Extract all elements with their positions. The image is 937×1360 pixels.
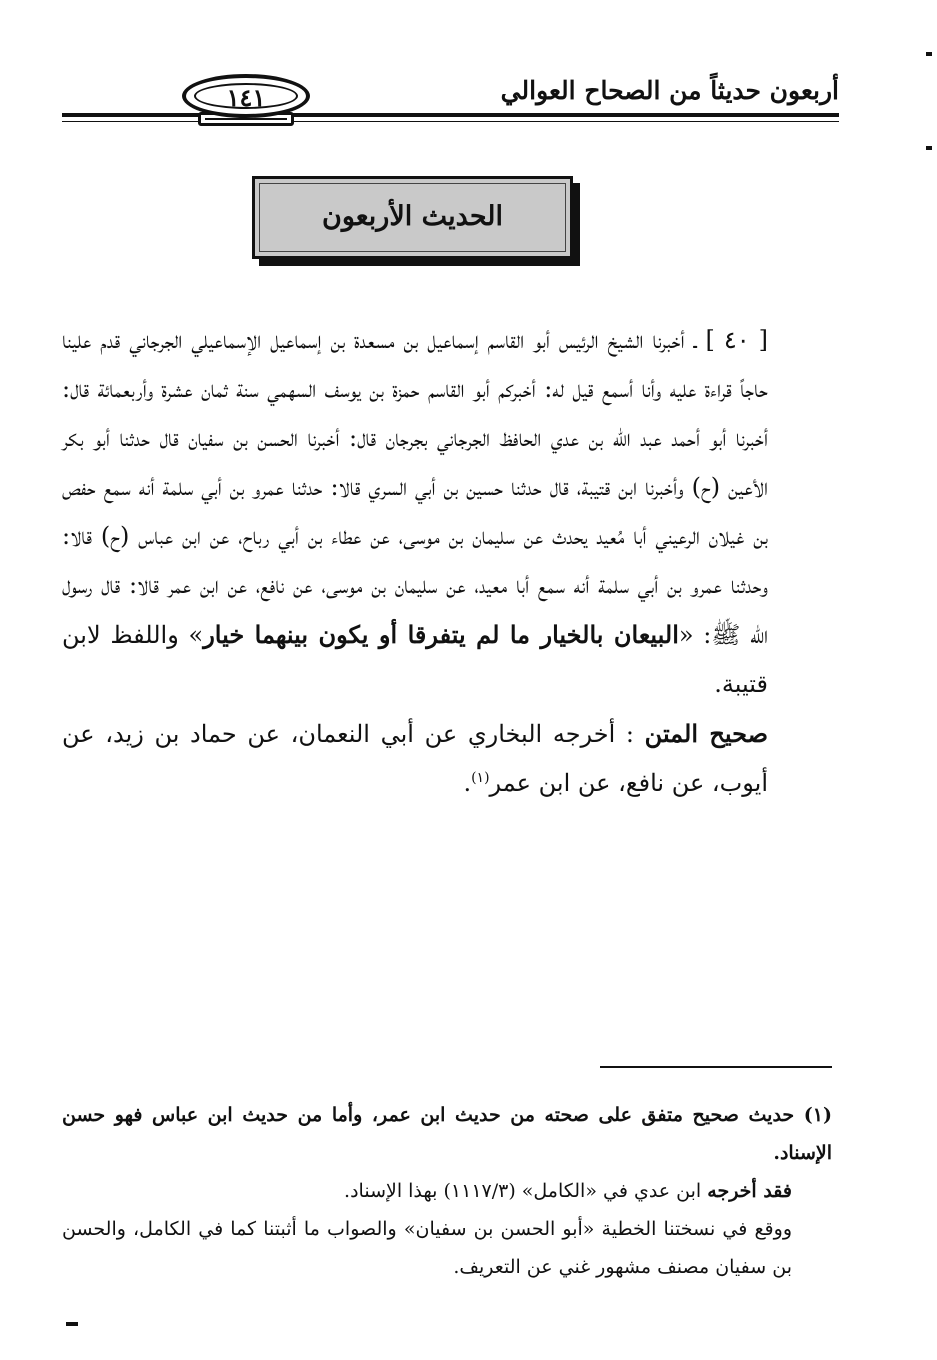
footnote-separator — [600, 1066, 832, 1068]
footnotes — [62, 1096, 832, 1286]
scan-mark — [66, 1322, 78, 1326]
verification-paragraph — [62, 709, 832, 808]
verification-label: صحيح المتن — [644, 719, 769, 748]
narration-end: » واللفظ لابن قتيبة. — [62, 621, 768, 698]
footnote-1: (١) حديث صحيح متفق على صحته من حديث ابن عمر، وأما من حديث ابن عباس فهو حسن الإسناد. — [62, 1104, 832, 1164]
footnote-1-correction: ووقع في نسختنا الخطية «أبو الحسن بن سفيان» والصواب ما أثبتنا كما في الكامل، والحسن بن سفيان مصنف مشهور غني عن التعريف. — [62, 1218, 792, 1278]
footnote-1-source-label: فقد أخرجه — [707, 1180, 792, 1202]
page-number: ١٤١ — [226, 83, 266, 112]
verification-end: . — [463, 769, 472, 797]
running-header-title: أربعون حديثاً من الصحاح العوالي — [500, 76, 839, 105]
scan-mark — [926, 146, 932, 150]
header-rule — [62, 113, 839, 117]
header-rule-thin — [62, 121, 839, 122]
section-title: الحديث الأربعون — [321, 201, 503, 232]
page-number-badge — [182, 74, 310, 118]
narration-paragraph — [62, 316, 832, 709]
section-title-box — [252, 176, 573, 259]
narration-text: [ ٤٠ ] ـ أخبرنا الشيخ الرئيس أبو القاسم إسماعيل بن مسعدة بن إسماعيل الإسماعيلي الجرجاني قدم علينا حاجاً قراءة عليه وأنا أسمع قيل له: أخبركم أبو القاسم حمزة بن يوسف السهمي سنة ثمان عشرة وأربعمائة قال: أخبرنا أبو أحمد عبد الله بن عدي الحافظ الجرجاني بجرجان قال: أخبرنا الحسن بن سفيان قال حدثنا أبو بكر الأعين (ح) وأخبرنا ابن قتيبة، قال حدثنا حسين بن أبي السري قالا: حدثنا عمرو بن أبي سلمة أنه سمع حفص بن غيلان الرعيني أبا مُعيد يحدث عن سليمان بن موسى، عن عطاء بن أبي رباح، عن ابن عباس (ح) قالا: وحدثنا عمرو بن أبي سلمة أنه سمع أبا معيد، عن سليمان بن موسى، عن نافع، عن ابن عمر قالا: قال رسول الله ﷺ: « — [62, 326, 769, 649]
hadith-text: البيعان بالخيار ما لم يتفرقا أو يكون بينهما خيار — [203, 620, 679, 649]
footnote-1-source — [62, 1172, 832, 1210]
footnote-reference: (١) — [471, 770, 490, 786]
footnote-1-source-text: ابن عدي في «الكامل» (١١١٧/٣) بهذا الإسناد. — [344, 1180, 702, 1202]
verification-text: : أخرجه البخاري عن أبي النعمان، عن حماد بن زيد، عن أيوب، عن نافع، عن ابن عمر — [62, 720, 768, 797]
scan-mark — [926, 52, 932, 56]
main-text — [62, 316, 832, 808]
